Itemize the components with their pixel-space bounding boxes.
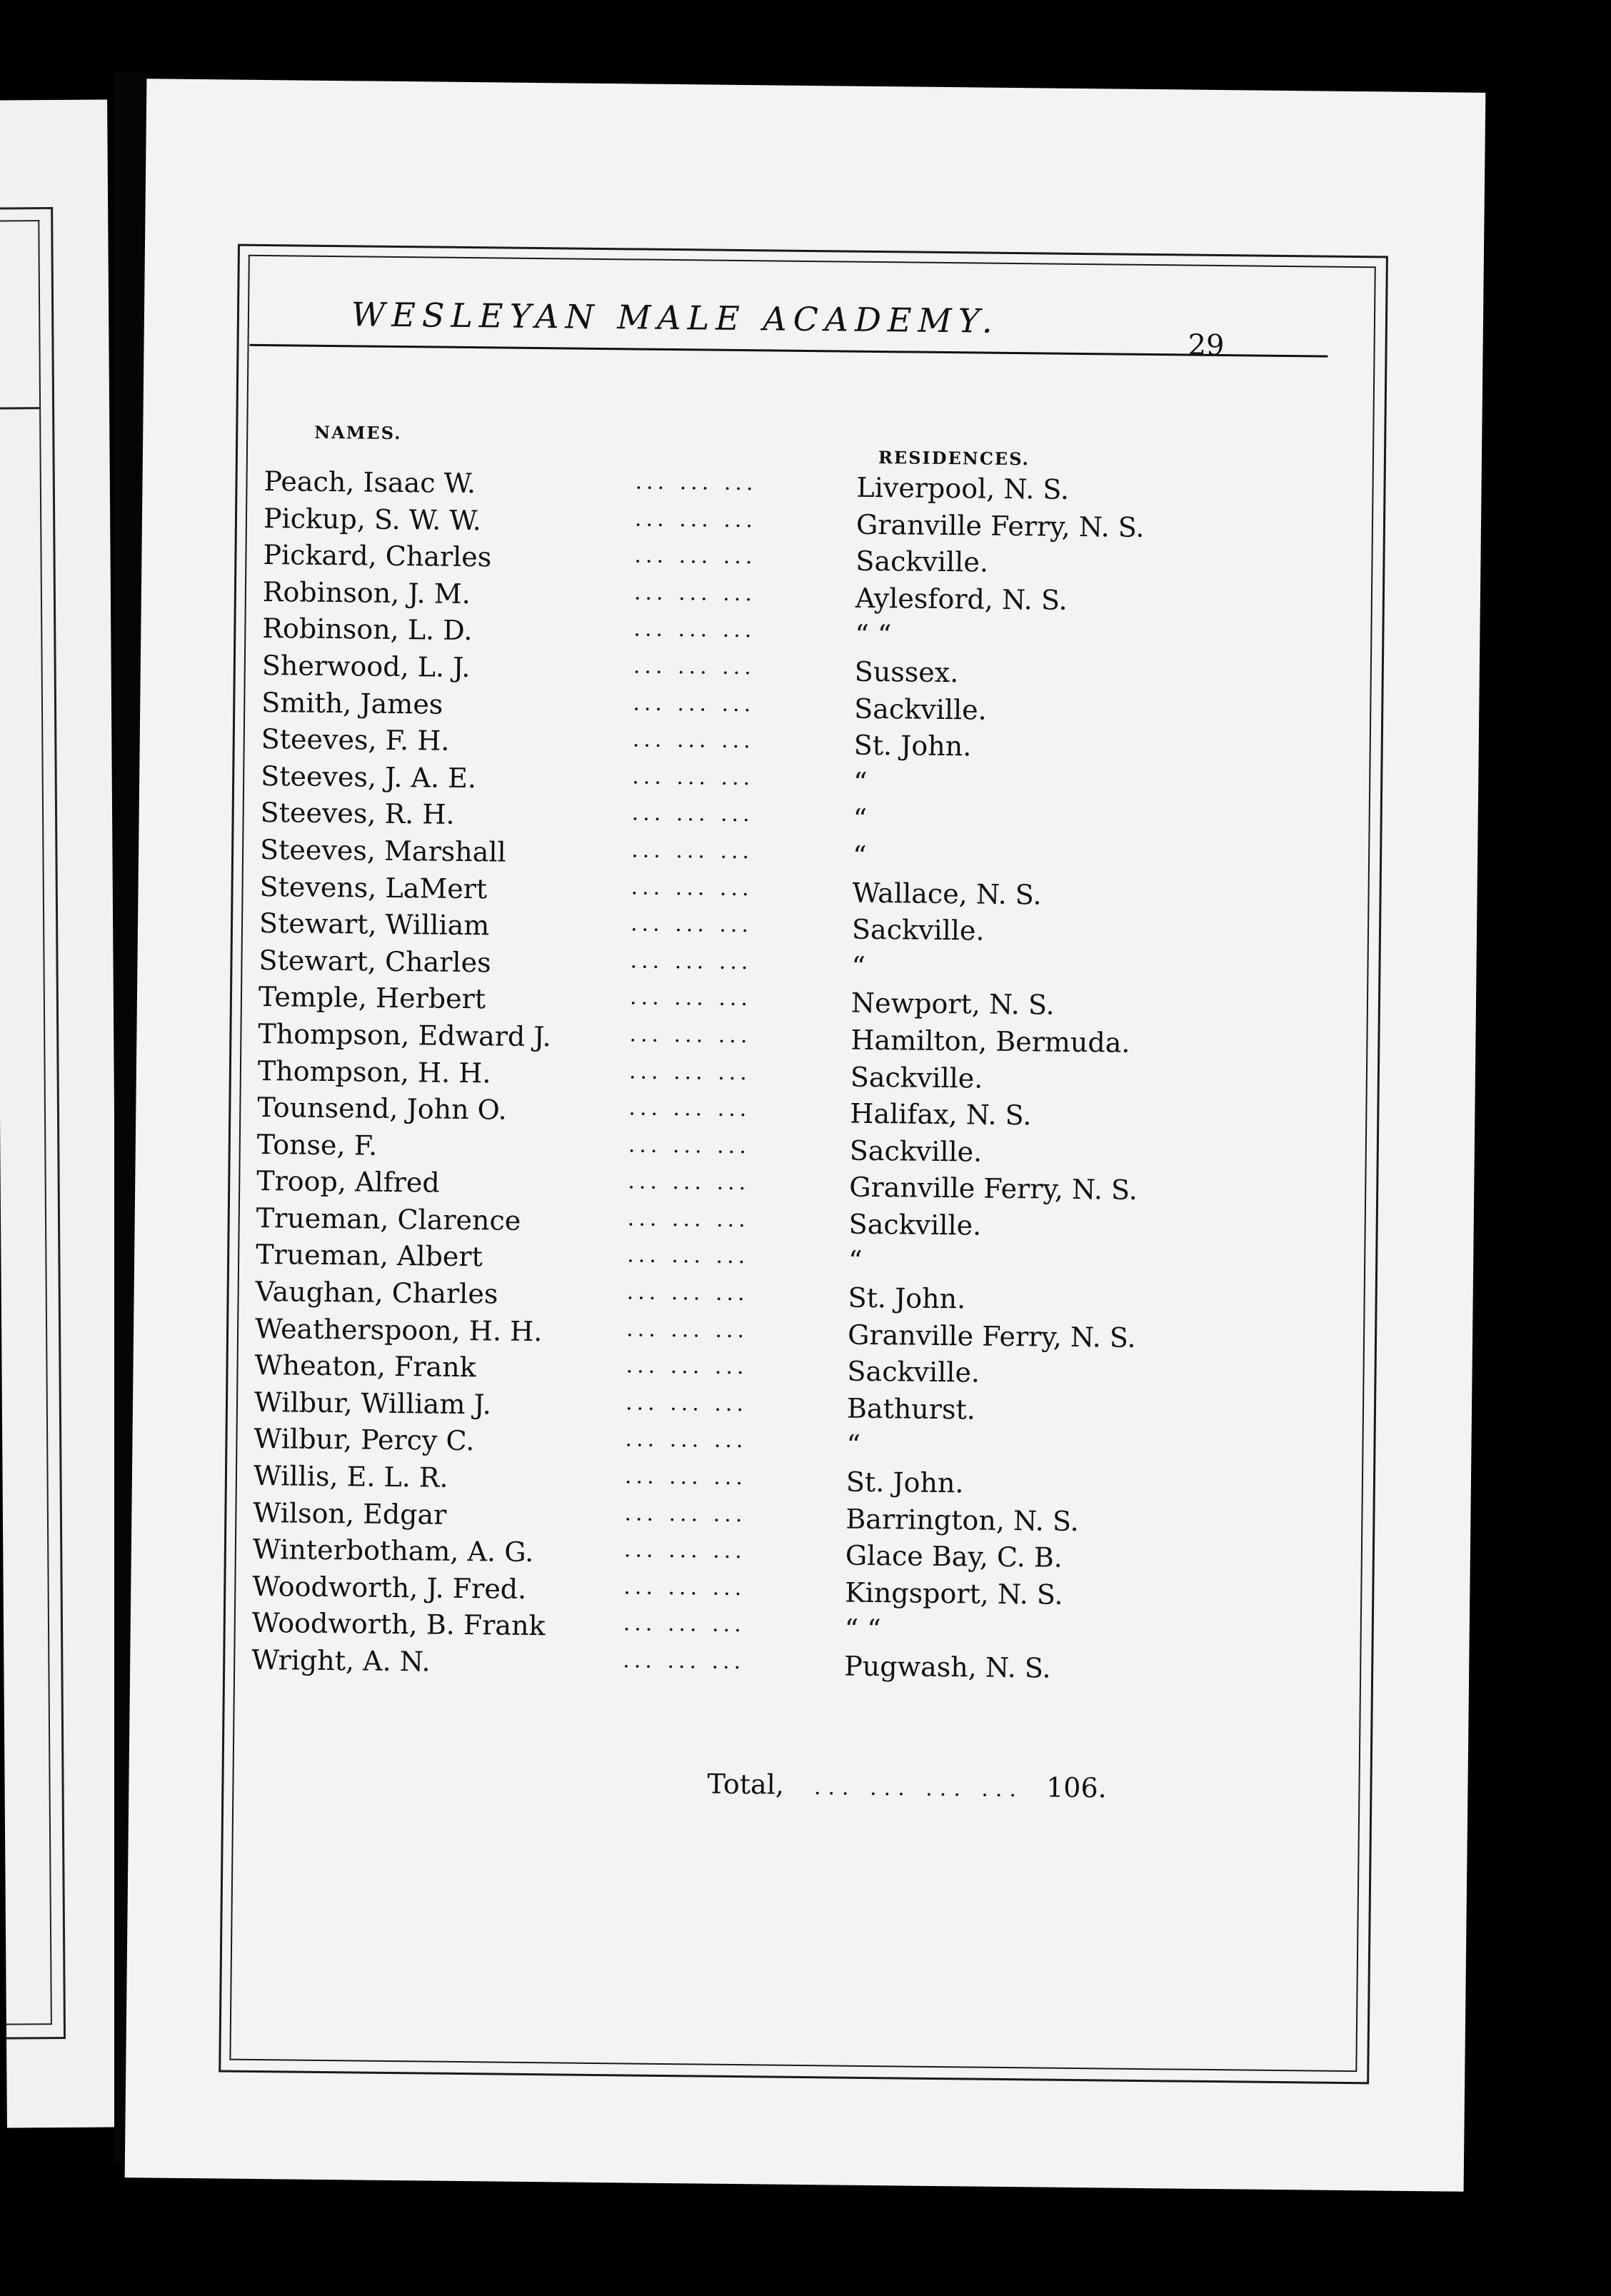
student-name: Stewart, Charles [259, 944, 491, 979]
student-residence: Newport, N. S. [850, 987, 1055, 1021]
dot-leader: ... ... ... [624, 1501, 747, 1527]
student-name: Wilbur, William J. [254, 1386, 492, 1421]
student-name: Thompson, Edward J. [258, 1017, 551, 1053]
student-name: Stevens, LaMert [259, 870, 488, 905]
names-column-header: NAMES. [314, 421, 402, 444]
student-name: Smith, James [261, 686, 443, 720]
dot-leader: ... ... ... [623, 1537, 746, 1564]
student-residence: Sackville. [849, 1134, 983, 1168]
dot-leader: ... ... ... [627, 1206, 750, 1233]
dot-leader: ... ... ... [629, 1022, 752, 1049]
student-name: Woodworth, J. Fred. [252, 1570, 527, 1605]
dot-leader: ... ... ... [631, 837, 754, 865]
dot-leader: ... ... ... [625, 1426, 748, 1454]
student-name: Wilson, Edgar [253, 1496, 447, 1531]
total-leader: ... ... ... ... [813, 1775, 1024, 1803]
student-residence: Barrington, N. S. [845, 1503, 1079, 1537]
dot-leader: ... ... ... [625, 1390, 748, 1417]
student-residence: Sackville. [854, 693, 987, 726]
student-name: Winterbotham, A. G. [252, 1534, 534, 1569]
student-name: Tounsend, John O. [257, 1092, 507, 1126]
student-name: Steeves, Marshall [259, 833, 506, 868]
student-residence: “ [853, 803, 868, 835]
student-residence: Sackville. [848, 1208, 982, 1242]
dot-leader: ... ... ... [634, 543, 757, 570]
student-name: Thompson, H. H. [257, 1054, 491, 1089]
dot-leader: ... ... ... [628, 1095, 751, 1122]
residences-column-header: RESIDENCES. [878, 447, 1030, 470]
left-page [0, 99, 121, 2128]
student-name: Woodworth, B. Frank [251, 1607, 546, 1642]
dot-leader: ... ... ... [631, 874, 753, 901]
student-name: Vaughan, Charles [255, 1276, 498, 1310]
total-value: 106. [1045, 1771, 1107, 1804]
dot-leader: ... ... ... [630, 948, 753, 975]
student-name: Pickard, Charles [263, 539, 492, 573]
student-name: Steeves, R. H. [260, 797, 455, 831]
student-residence: Pugwash, N. S. [843, 1650, 1051, 1684]
student-name: Robinson, L. D. [262, 613, 473, 647]
student-residence: “ “ [855, 619, 892, 651]
student-name: Wright, A. N. [251, 1643, 431, 1678]
dot-leader: ... ... ... [633, 690, 756, 717]
student-residence: Granville Ferry, N. S. [849, 1171, 1138, 1207]
dot-leader: ... ... ... [628, 1058, 752, 1085]
student-residence: Sackville. [855, 545, 989, 578]
dot-leader: ... ... ... [627, 1242, 750, 1269]
student-name: Stewart, William [259, 907, 490, 942]
student-residence: Kingsport, N. S. [845, 1576, 1063, 1611]
student-list [251, 465, 1228, 1691]
dot-leader: ... ... ... [626, 1353, 748, 1380]
dot-leader: ... ... ... [623, 1574, 746, 1601]
dot-leader: ... ... ... [628, 1169, 751, 1196]
student-residence: Granville Ferry, N. S. [847, 1319, 1136, 1354]
student-residence: Granville Ferry, N. S. [855, 508, 1145, 543]
dot-leader: ... ... ... [631, 800, 754, 827]
student-name: Tonse, F. [256, 1128, 378, 1162]
total-label: Total, [707, 1768, 785, 1801]
dot-leader: ... ... ... [623, 1648, 746, 1675]
student-residence: St. John. [845, 1466, 964, 1499]
student-residence: Sackville. [847, 1355, 980, 1389]
dot-leader: ... ... ... [633, 653, 756, 680]
dot-leader: ... ... ... [624, 1464, 748, 1491]
student-name: Steeves, F. H. [261, 723, 450, 757]
student-name: Wheaton, Frank [254, 1349, 476, 1384]
student-name: Trueman, Albert [255, 1239, 483, 1273]
student-residence: “ [851, 950, 866, 982]
student-name: Troop, Alfred [256, 1165, 440, 1199]
dot-leader: ... ... ... [633, 580, 757, 607]
left-page-rule [0, 407, 39, 409]
student-residence: Sackville. [851, 913, 985, 947]
student-residence: Hamilton, Bermuda. [850, 1024, 1130, 1059]
dot-leader: ... ... ... [633, 616, 756, 643]
dot-leader: ... ... ... [629, 985, 753, 1012]
student-residence: Liverpool, N. S. [856, 471, 1070, 505]
student-residence: “ [853, 766, 868, 798]
student-name: Pickup, S. W. W. [263, 502, 482, 536]
student-name: Sherwood, L. J. [261, 649, 471, 684]
student-residence: “ “ [844, 1613, 881, 1646]
student-residence: Halifax, N. S. [850, 1097, 1032, 1132]
student-residence: Glace Bay, C. B. [845, 1539, 1063, 1574]
student-name: Steeves, J. A. E. [260, 760, 477, 794]
student-name: Robinson, J. M. [262, 575, 471, 610]
dot-leader: ... ... ... [630, 911, 753, 938]
dot-leader: ... ... ... [632, 727, 755, 754]
student-name: Wilbur, Percy C. [254, 1423, 475, 1457]
student-name: Willis, E. L. R. [253, 1459, 448, 1494]
book-page [125, 79, 1486, 2191]
running-head: WESLEYAN MALE ACADEMY. [351, 295, 999, 341]
dot-leader: ... ... ... [626, 1316, 749, 1343]
total-row [707, 1768, 1107, 1804]
dot-leader: ... ... ... [623, 1611, 746, 1638]
student-residence: Bathurst. [846, 1392, 976, 1426]
student-residence: St. John. [853, 729, 972, 762]
page-number: 29 [1188, 328, 1225, 363]
student-name: Peach, Isaac W. [264, 465, 476, 500]
dot-leader: ... ... ... [635, 469, 758, 496]
student-residence: Sussex. [854, 655, 959, 689]
student-name: Weatherspoon, H. H. [254, 1312, 543, 1347]
student-residence: “ [852, 840, 867, 872]
student-name: Trueman, Clarence [256, 1202, 521, 1237]
dot-leader: ... ... ... [626, 1279, 749, 1306]
dot-leader: ... ... ... [634, 506, 758, 533]
dot-leader: ... ... ... [628, 1132, 751, 1159]
student-residence: “ [848, 1245, 863, 1277]
dot-leader: ... ... ... [632, 764, 755, 790]
student-residence: Wallace, N. S. [852, 877, 1042, 910]
student-residence: Aylesford, N. S. [855, 582, 1068, 616]
student-residence: Sackville. [850, 1061, 983, 1094]
student-name: Temple, Herbert [258, 981, 486, 1015]
student-residence: “ [846, 1429, 861, 1461]
student-residence: St. John. [848, 1282, 966, 1315]
